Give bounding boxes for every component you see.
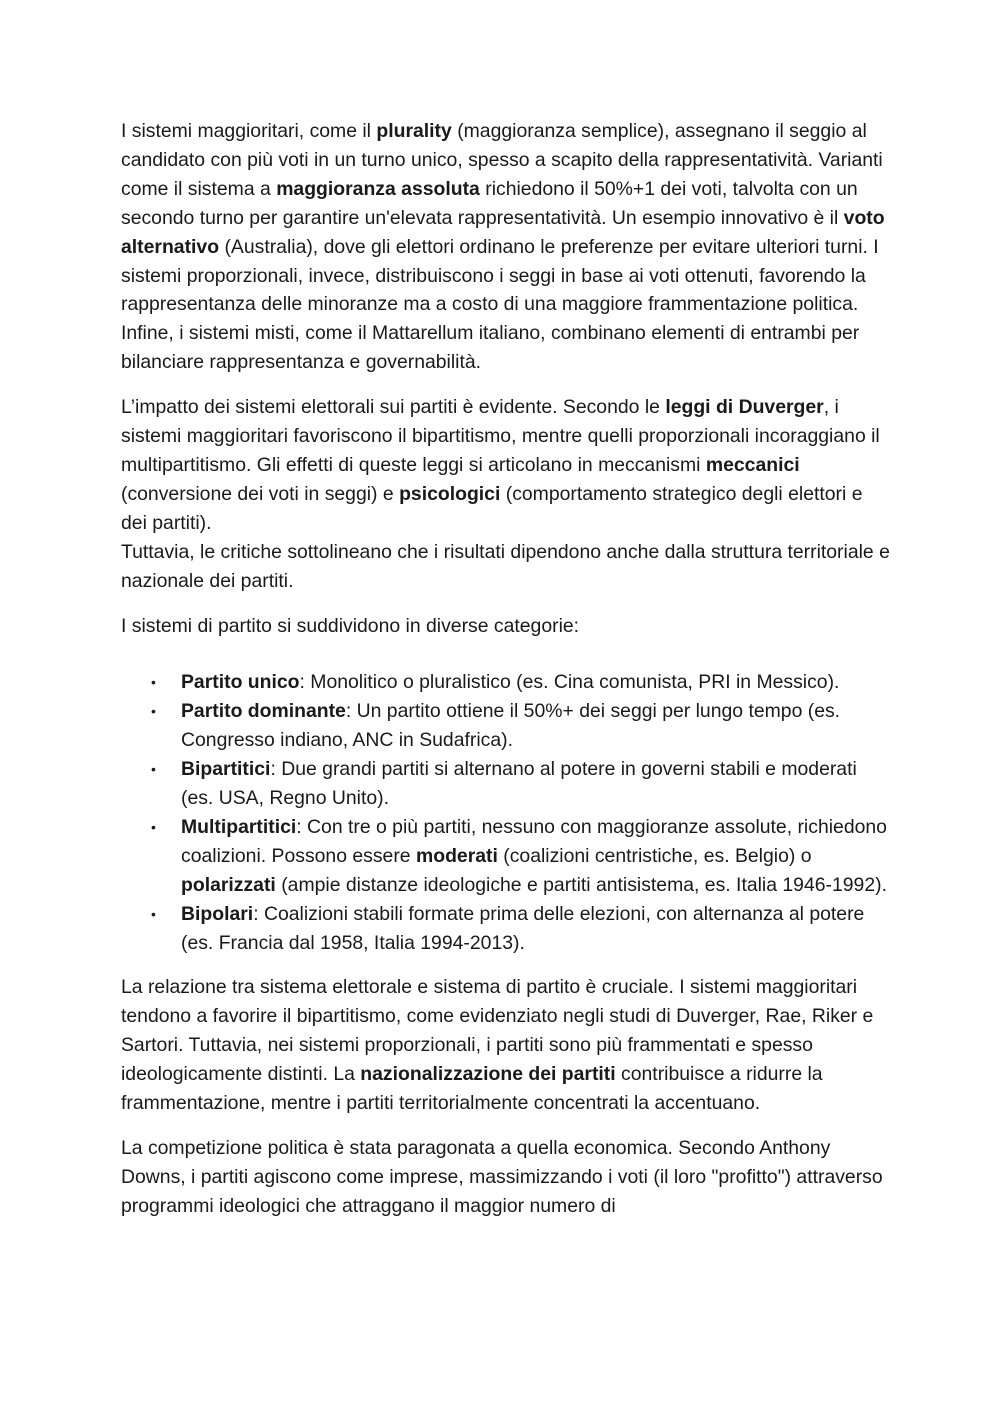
paragraph-electoral-party-relation xyxy=(121,973,891,1118)
bullet-icon: • xyxy=(151,674,156,691)
bold-term-polarizzati: polarizzati xyxy=(181,873,276,896)
list-item-text: : Coalizioni stabili formate prima delle elezioni, con alternanza al potere (es. Francia dal 1958, Italia 1994-2013). xyxy=(181,902,865,954)
list-item-text: : Con tre o più partiti, nessuno con maggioranze assolute, richiedono coalizioni. Possono essere xyxy=(181,815,887,867)
list-item-text: : Un partito ottiene il 50%+ dei seggi per lungo tempo (es. Congresso indiano, ANC in Sudafrica). xyxy=(181,700,841,752)
list-item-text: (ampie distanze ideologiche e partiti antisistema, es. Italia 1946-1992). xyxy=(275,873,887,896)
text-run: I sistemi di partito si suddividono in diverse categorie: xyxy=(121,614,580,637)
list-item xyxy=(121,668,891,697)
list-item xyxy=(121,900,891,958)
document-page xyxy=(121,117,891,1237)
list-item-term: Bipartitici xyxy=(181,758,271,781)
list-item xyxy=(121,697,891,755)
list-item-text: : Due grandi partiti si alternano al potere in governi stabili e moderati (es. USA, Regno Unito). xyxy=(181,758,857,810)
text-run: , i sistemi maggioritari favoriscono il bipartitismo, mentre quelli proporzionali incoraggiano il multipartitismo. Gli effetti di queste leggi si articolano in meccanismi xyxy=(121,396,880,476)
text-run: La relazione tra sistema elettorale e sistema di partito è cruciale. I sistemi maggioritari tendono a favorire il bipartitismo, come evidenziato negli studi di Duverger, Rae, Riker e Sartori. Tuttavia, nei sistemi proporzionali, i partiti sono più frammentati e spesso ideologicamente distinti. La xyxy=(121,976,874,1086)
list-item-term: Multipartitici xyxy=(181,815,297,838)
bold-term-moderati: moderati xyxy=(415,844,498,867)
party-systems-list xyxy=(121,668,891,957)
paragraph-party-categories-intro xyxy=(121,612,891,641)
bullet-icon: • xyxy=(151,761,156,778)
bullet-icon: • xyxy=(151,703,156,720)
bold-term-nazionalizzazione: nazionalizzazione dei partiti xyxy=(360,1063,616,1086)
list-item xyxy=(121,755,891,813)
list-item-text: : Monolitico o pluralistico (es. Cina comunista, PRI in Messico). xyxy=(299,671,840,694)
bullet-icon: • xyxy=(151,905,156,922)
text-run: (Australia), dove gli elettori ordinano le preferenze per evitare ulteriori turni. I sistemi proporzionali, invece, distribuiscono i seggi in base ai voti ottenuti, favorendo la rappresentanza delle minoranze ma a costo di una maggiore frammentazione politica. Infine, i sistemi misti, come il Mattarellum italiano, combinano elementi di entrambi per bilanciare rappresentanza e governabilità. xyxy=(121,235,879,374)
text-run: La competizione politica è stata paragonata a quella economica. Secondo Anthony Downs, i partiti agiscono come imprese, massimizzando i voti (il loro "profitto") attraverso programmi ideologici che attraggano il maggior numero di xyxy=(121,1137,883,1217)
text-run: (comportamento strategico degli elettori e dei partiti). xyxy=(121,482,863,534)
bold-term-plurality: plurality xyxy=(376,120,452,142)
bold-term-voto-alternativo: voto alternativo xyxy=(121,206,885,258)
bullet-icon: • xyxy=(151,818,156,835)
list-item-term: Partito dominante xyxy=(181,700,346,723)
text-run: richiedono il 50%+1 dei voti, talvolta con un secondo turno per garantire un'elevata rappresentatività. Un esempio innovativo è il xyxy=(121,177,858,229)
list-item-text: (coalizioni centristiche, es. Belgio) o xyxy=(497,844,812,867)
bold-term-maggioranza-assoluta: maggioranza assoluta xyxy=(276,177,480,200)
text-run: (conversione dei voti in seggi) e xyxy=(121,482,400,505)
text-run: I sistemi maggioritari, come il xyxy=(121,120,377,142)
bold-term-leggi-di-duverger: leggi di Duverger xyxy=(665,396,824,419)
text-run: (maggioranza semplice), assegnano il seggio al candidato con più voti in un turno unico, spesso a scapito della rappresentatività. Varianti come il sistema a xyxy=(121,120,883,200)
list-item-term: Bipolari xyxy=(181,902,254,925)
paragraph-political-competition xyxy=(121,1134,891,1221)
text-run: Tuttavia, le critiche sottolineano che i risultati dipendono anche dalla struttura territoriale e nazionale dei partiti. xyxy=(121,540,890,592)
bold-term-psicologici: psicologici xyxy=(399,482,501,505)
paragraph-duverger xyxy=(121,393,891,595)
bold-term-meccanici: meccanici xyxy=(705,453,800,476)
list-item xyxy=(121,813,891,900)
text-run: L’impatto dei sistemi elettorali sui partiti è evidente. Secondo le xyxy=(121,396,666,419)
list-item-term: Partito unico xyxy=(181,671,300,694)
text-run: contribuisce a ridurre la frammentazione, mentre i partiti territorialmente concentrati la accentuano. xyxy=(121,1063,823,1115)
paragraph-electoral-systems xyxy=(121,117,891,377)
